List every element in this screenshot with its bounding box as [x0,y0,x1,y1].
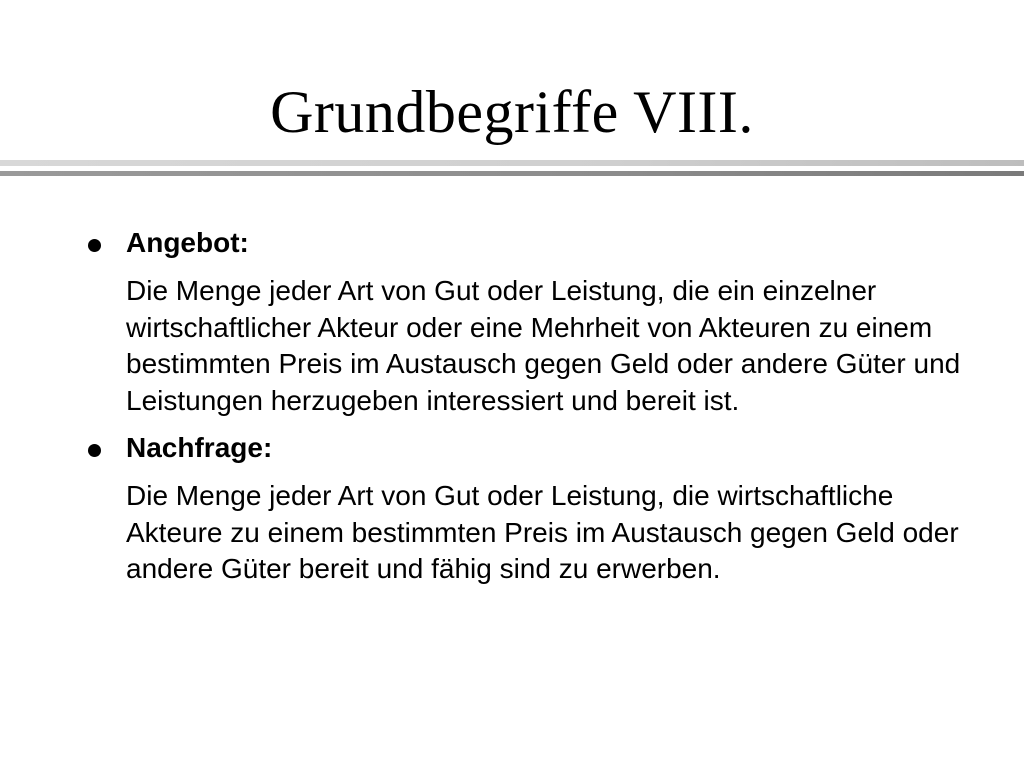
list-item-angebot [84,224,964,419]
title-divider-dark [0,171,1024,176]
title-divider-light [0,160,1024,166]
list-item-nachfrage [84,429,964,588]
term-label: Nachfrage: [126,432,273,463]
term-description: Die Menge jeder Art von Gut oder Leistung, die wirtschaftliche Akteure zu einem bestimmten Preis im Austausch gegen Geld oder andere Güter bereit und fähig sind zu erwerben. [126,480,959,584]
term-label: Angebot: [126,227,249,258]
term-description: Die Menge jeder Art von Gut oder Leistung, die ein einzelner wirtschaftlicher Akteur oder eine Mehrheit von Akteuren zu einem bestimmten Preis im Austausch gegen Geld oder andere Güter und Leistungen herzugeben interessiert und bereit ist. [126,275,961,416]
bullet-icon [88,444,101,457]
slide-title: Grundbegriffe VIII. [270,79,754,145]
bullet-list [84,224,964,588]
bullet-icon [88,239,101,252]
